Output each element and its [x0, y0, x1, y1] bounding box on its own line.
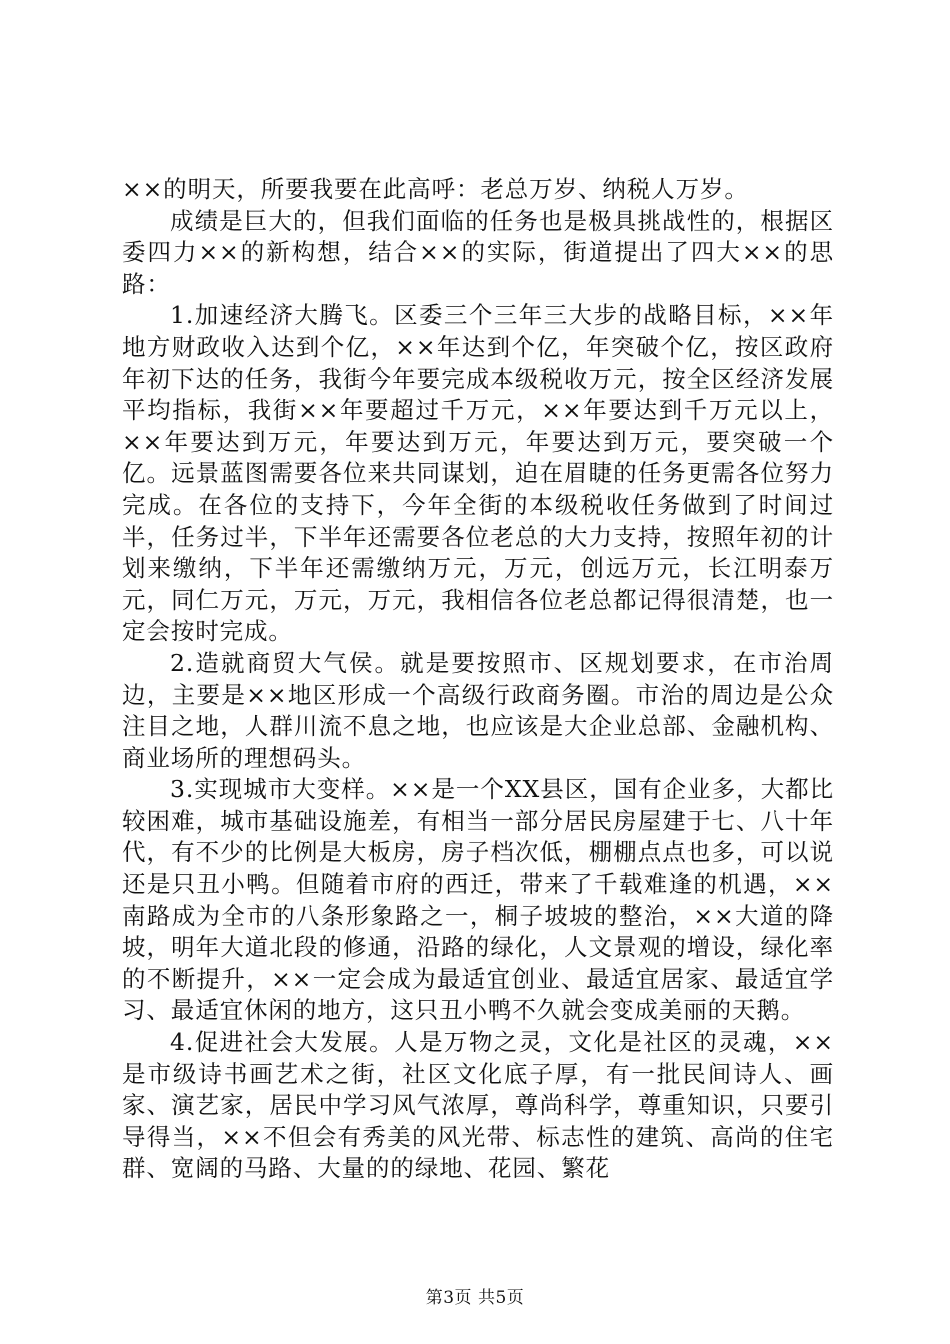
- paragraph-item-2: 2.造就商贸大气侯。就是要按照市、区规划要求，在市治周边，主要是××地区形成一个高级行政商务圈。市治的周边是公众注目之地，人群川流不息之地，也应该是大企业总部、金融机构、商业场所的理想码头。: [122, 648, 834, 772]
- document-body: [122, 174, 834, 1185]
- paragraph-intro: 成绩是巨大的，但我们面临的任务也是极具挑战性的，根据区委四力××的新构想，结合××的实际，街道提出了四大××的思路：: [122, 206, 834, 298]
- paragraph-item-3: 3.实现城市大变样。××是一个XX县区，国有企业多，大都比较困难，城市基础设施差，有相当一部分居民房屋建于七、八十年代，有不少的比例是大板房，房子档次低，棚棚点点也多，可以说还是只丑小鸭。但随着市府的西迁，带来了千载难逢的机遇，××南路成为全市的八条形象路之一，桐子坡坡的整治，××大道的降坡，明年大道北段的修通，沿路的绿化，人文景观的增设，绿化率的不断提升，××一定会成为最适宜创业、最适宜居家、最适宜学习、最适宜休闲的地方，这只丑小鸭不久就会变成美丽的天鹅。: [122, 775, 834, 1025]
- paragraph-continuation: ××的明天，所要我要在此高呼：老总万岁、纳税人万岁。: [122, 175, 749, 203]
- paragraph-item-4: 4.促进社会大发展。人是万物之灵，文化是社区的灵魂，××是市级诗书画艺术之街，社区文化底子厚，有一批民间诗人、画家、演艺家，居民中学习风气浓厚，尊尚科学，尊重知识，只要引导得当，××不但会有秀美的风光带、标志性的建筑、高尚的住宅群、宽阔的马路、大量的的绿地、花园、繁花: [122, 1028, 834, 1183]
- paragraph-item-1: 1.加速经济大腾飞。区委三个三年三大步的战略目标，××年地方财政收入达到个亿，××年达到个亿，年突破个亿，按区政府年初下达的任务，我街今年要完成本级税收万元，按全区经济发展平均指标，我街××年要超过千万元，××年要达到千万元以上，××年要达到万元，年要达到万元，年要达到万元，要突破一个亿。远景蓝图需要各位来共同谋划，迫在眉睫的任务更需各位努力完成。在各位的支持下，今年全街的本级税收任务做到了时间过半，任务过半，下半年还需要各位老总的大力支持，按照年初的计划来缴纳，下半年还需缴纳万元，万元，创远万元，长江明泰万元，同仁万元，万元，万元，我相信各位老总都记得很清楚，也一定会按时完成。: [122, 301, 834, 646]
- page-footer: 第3页 共5页: [425, 1288, 525, 1308]
